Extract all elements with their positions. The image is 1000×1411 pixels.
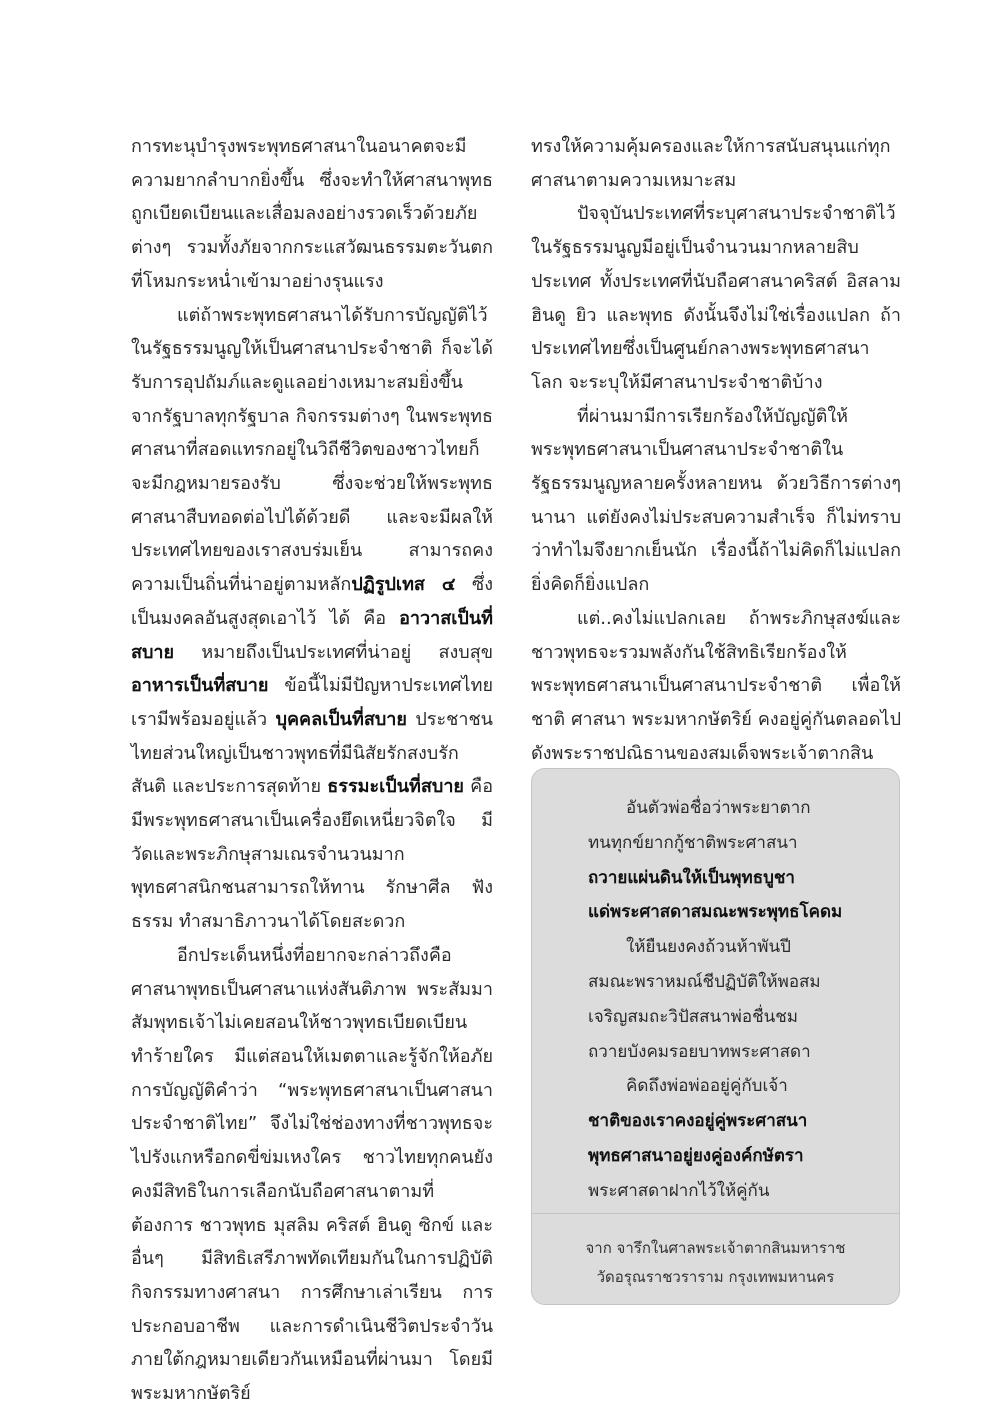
poem-source (532, 1234, 899, 1292)
poem-line: พระศาสดาฝากไว้ให้คู่กัน (588, 1180, 770, 1201)
poem-line: ทนทุกข์ยากกู้ชาติพระศาสนา (588, 832, 798, 853)
poem-box (531, 768, 900, 1305)
bold-term-patirupadesa: ปฏิรูปเทส ๔ (351, 574, 456, 596)
left-paragraph-1: การทะนุบำรุงพระพุทธศาสนาในอนาคตจะมีความยากลำบากยิ่งขึ้น ซึ่งจะทำให้ศาสนาพุทธถูกเบียดเบียนและเสื่อมลงอย่างรวดเร็วด้วยภัยต่างๆ รวมทั้งภัยจากกระแสวัฒนธรรมตะวันตกที่โหมกระหน่ำเข้ามาอย่างรุนแรง (131, 136, 493, 292)
right-paragraph-3: ที่ผ่านมามีการเรียกร้องให้บัญญัติให้พระพุทธศาสนาเป็นศาสนาประจำชาติในรัฐธรรมนูญหลายครั้งหลายหน ด้วยวิธีการต่างๆ นานา แต่ยังคงไม่ประสบความสำเร็จ ก็ไม่ทราบว่าทำไมจึงยากเย็นนัก เรื่องนี้ถ้าไม่คิดก็ไม่แปลก ยิ่งคิดก็ยิ่งแปลก (531, 405, 901, 596)
poem-line: พุทธศาสนาอยู่ยงคู่องค์กษัตรา (588, 1145, 804, 1166)
poem-line: ถวายแผ่นดินให้เป็นพุทธบูชา (588, 867, 795, 888)
poem-line: ชาติของเราคงอยู่คู่พระศาสนา (588, 1111, 808, 1132)
poem-source-line-1: จาก จารึกในศาลพระเจ้าตากสินมหาราช (585, 1239, 846, 1257)
poem-lines (588, 791, 888, 1209)
poem-line: แด่พระศาสดาสมณะพระพุทธโคดม (588, 902, 843, 923)
bold-term-dhamma: ธรรมะเป็นที่สบาย (327, 776, 464, 798)
poem-source-line-2: วัดอรุณราชวราราม กรุงเทพมหานคร (596, 1268, 835, 1286)
left-paragraph-2 (131, 299, 493, 939)
poem-line: อันตัวพ่อชื่อว่าพระยาตาก (626, 798, 811, 818)
right-column (531, 130, 901, 804)
right-paragraph-2: ปัจจุบันประเทศที่ระบุศาสนาประจำชาติไว้ในรัฐธรรมนูญมีอยู่เป็นจำนวนมากหลายสิบประเทศ ทั้งประเทศที่นับถือศาสนาคริสต์ อิสลาม ฮินดู ยิว และพุทธ ดังนั้นจึงไม่ใช่เรื่องแปลก ถ้าประเทศไทยซึ่งเป็นศูนย์กลางพระพุทธศาสนาโลก จะระบุให้มีศาสนาประจำชาติบ้าง (531, 203, 901, 393)
text-run: ซึ่งเป็นมงคลอันสูงสุดเอาไว้ ได้ คือ (131, 574, 494, 629)
poem-line: ถวายบังคมรอยบาทพระศาสดา (588, 1041, 811, 1062)
right-paragraph-4: แต่..คงไม่แปลกเลย ถ้าพระภิกษุสงฆ์และชาวพุทธจะรวมพลังกันใช้สิทธิเรียกร้องให้พระพุทธศาสนาเป็นศาสนาประจำชาติ เพื่อให้ชาติ ศาสนา พระมหากษัตริย์ คงอยู่คู่กันตลอดไป ดังพระราชปณิธานของสมเด็จพระเจ้าตากสิน (531, 607, 901, 764)
poem-line: สมณะพราหมณ์ชีปฏิบัติให้พอสม (588, 971, 821, 992)
right-paragraph-1: ทรงให้ความคุ้มครองและให้การสนับสนุนแก่ทุกศาสนาตามความเหมาะสม (531, 136, 891, 191)
text-run: ข้อนี้ไม่มีปัญหาประเทศไทยเรามีพร้อมอยู่แล้ว (131, 675, 493, 730)
bold-term-puggala: บุคคลเป็นที่สบาย (275, 708, 407, 730)
poem-line: ให้ยืนยงคงถ้วนห้าพันปี (626, 937, 791, 958)
text-run: แต่ถ้าพระพุทธศาสนาได้รับการบัญญัติไว้ในรัฐธรรมนูญให้เป็นศาสนาประจำชาติ ก็จะได้รับการอุปถัมภ์และดูแลอย่างเหมาะสมยิ่งขึ้นจากรัฐบาลทุกรัฐบาล กิจกรรมต่างๆ ในพระพุทธศาสนาที่สอดแทรกอยู่ในวิถีชีวิตของชาวไทยก็จะมีกฎหมายรองรับ ซึ่งจะช่วยให้พระพุทธศาสนาสืบทอดต่อไปได้ด้วยดี และจะมีผลให้ประเทศไทยของเราสงบร่มเย็น สามารถคงความเป็นถิ่นที่น่าอยู่ตามหลัก (131, 304, 493, 596)
text-run: ประชาชนไทยส่วนใหญ่เป็นชาวพุทธที่มีนิสัยรักสงบรักสันติ และประการสุดท้าย (131, 708, 493, 798)
left-column (131, 130, 493, 1411)
text-run: หมายถึงเป็นประเทศที่น่าอยู่ สงบสุข (174, 641, 493, 663)
poem-divider (532, 1213, 899, 1214)
text-run: คือ มีพระพุทธศาสนาเป็นเครื่องยึดเหนี่ยวจิตใจ มีวัดและพระภิกษุสามเณรจำนวนมาก พุทธศาสนิกชนสามารถให้ทาน รักษาศีล ฟังธรรม ทำสมาธิภาวนาได้โดยสะดวก (131, 776, 494, 933)
bold-term-ahara: อาหารเป็นที่สบาย (131, 675, 269, 697)
poem-line: คิดถึงพ่อพ่ออยู่คู่กับเจ้า (626, 1076, 788, 1097)
left-paragraph-3: อีกประเด็นหนึ่งที่อยากจะกล่าวถึงคือ ศาสนาพุทธเป็นศาสนาแห่งสันติภาพ พระสัมมาสัมพุทธเจ้าไม่เคยสอนให้ชาวพุทธเบียดเบียนทำร้ายใคร มีแต่สอนให้เมตตาและรู้จักให้อภัย การบัญญัติคำว่า “พระพุทธศาสนาเป็นศาสนาประจำชาติไทย” จึงไม่ใช่ช่องทางที่ชาวพุทธจะไปรังแกหรือกดขี่ข่มเหงใคร ชาวไทยทุกคนยังคงมีสิทธิในการเลือกนับถือศาสนาตามที่ต้องการ ชาวพุทธ มุสลิม คริสต์ ฮินดู ซิกข์ และอื่นๆ มีสิทธิเสรีภาพทัดเทียมกันในการปฏิบัติกิจกรรมทางศาสนา การศึกษาเล่าเรียน การประกอบอาชีพ และการดำเนินชีวิตประจำวัน ภายใต้กฎหมายเดียวกันเหมือนที่ผ่านมา โดยมีพระมหากษัตริย์ (131, 944, 493, 1405)
bold-term-avasa: อาวาสเป็นที่สบาย (131, 607, 493, 663)
poem-line: เจริญสมถะวิปัสสนาพ่อชื่นชม (588, 1006, 798, 1027)
